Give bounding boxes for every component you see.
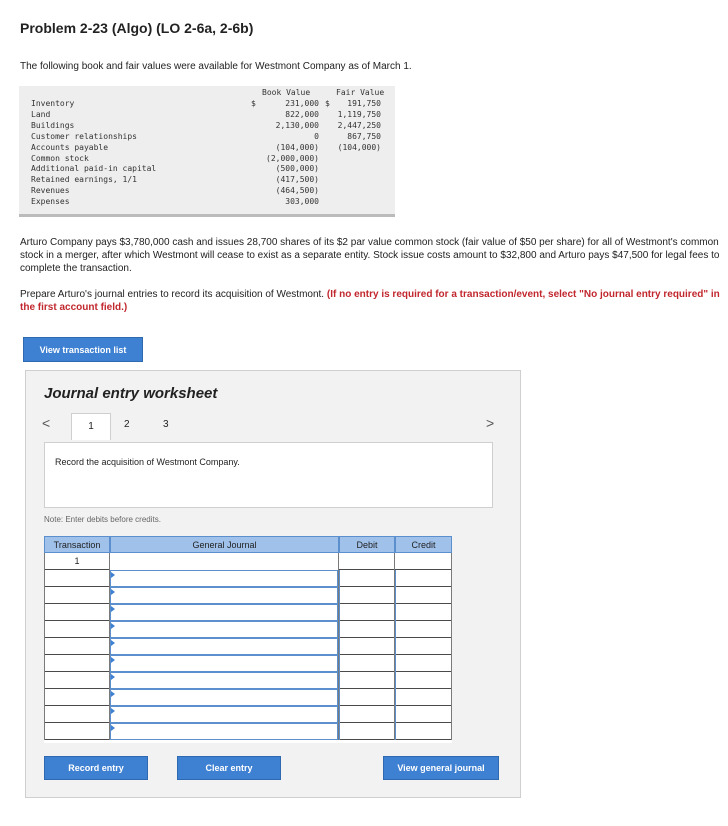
debit-input[interactable]: [339, 706, 395, 723]
transaction-cell: [44, 638, 110, 655]
dropdown-marker-icon: [111, 572, 115, 578]
problem-title: Problem 2-23 (Algo) (LO 2-6a, 2-6b): [20, 20, 254, 36]
values-row-label: Inventory: [31, 99, 75, 108]
account-select-frame: [110, 638, 338, 655]
account-select[interactable]: [110, 723, 339, 740]
debit-input[interactable]: [339, 723, 395, 740]
record-entry-button[interactable]: Record entry: [44, 756, 148, 780]
transaction-cell: 1: [44, 553, 110, 570]
account-select[interactable]: [110, 570, 339, 587]
credit-input-frame: [395, 689, 451, 706]
credit-input-frame: [395, 723, 451, 740]
page-tab-3[interactable]: 3: [163, 419, 169, 430]
account-select[interactable]: [110, 672, 339, 689]
credit-input-frame: [395, 621, 451, 638]
dropdown-marker-icon: [111, 691, 115, 697]
journal-row: [44, 672, 452, 689]
view-transaction-list-button[interactable]: View transaction list: [23, 337, 143, 362]
account-select-frame: [110, 655, 338, 672]
column-transaction: Transaction: [44, 536, 110, 553]
account-select[interactable]: [110, 706, 339, 723]
values-row-label: Land: [31, 109, 51, 119]
debit-input-frame: [339, 604, 394, 621]
values-row-book: 2,130,000: [275, 120, 319, 130]
debit-input-frame: [339, 621, 394, 638]
instruction-main: Prepare Arturo's journal entries to record its acquisition of Westmont.: [20, 289, 325, 300]
blank-cell: [339, 553, 395, 570]
values-row-book: (500,000): [275, 164, 319, 174]
journal-row: [44, 638, 452, 655]
debit-input-frame: [339, 723, 394, 740]
dropdown-marker-icon: [111, 640, 115, 646]
blank-cell: [395, 553, 452, 570]
debit-input-frame: [339, 689, 394, 706]
page-tab-2[interactable]: 2: [124, 419, 130, 430]
debit-input[interactable]: [339, 621, 395, 638]
transaction-cell: [44, 604, 110, 621]
dropdown-marker-icon: [111, 623, 115, 629]
journal-row: [44, 570, 452, 587]
debit-credit-note: Note: Enter debits before credits.: [44, 515, 161, 524]
values-row-label: Revenues: [31, 186, 70, 196]
header-fair-value: Fair Value: [336, 88, 385, 97]
credit-input[interactable]: [395, 604, 452, 621]
instruction-note: (If no entry is required for a transaction/event, select "No journal entry required" in the first account field.): [20, 289, 720, 313]
journal-row: [44, 621, 452, 638]
values-row-label: Additional paid-in capital: [31, 164, 157, 174]
entry-description: Record the acquisition of Westmont Company.: [55, 457, 240, 467]
debit-input-frame: [339, 655, 394, 672]
values-row-fair: 191,750: [347, 99, 381, 108]
account-select[interactable]: [110, 621, 339, 638]
values-row-fair: 867,750: [347, 131, 381, 141]
values-row-label: Expenses: [31, 197, 70, 207]
values-row-label: Common stock: [31, 153, 89, 163]
values-row-book: (417,500): [275, 175, 319, 185]
credit-input[interactable]: [395, 672, 452, 689]
values-row-label: Accounts payable: [31, 142, 109, 152]
values-table: [19, 86, 395, 217]
debit-input[interactable]: [339, 604, 395, 621]
journal-row: [44, 689, 452, 706]
values-row-fair: (104,000): [337, 142, 381, 152]
values-row-label: Customer relationships: [31, 131, 137, 141]
debit-input-frame: [339, 570, 394, 587]
transaction-cell: [44, 689, 110, 706]
transaction-cell: [44, 672, 110, 689]
entry-description-box: [44, 442, 493, 508]
transaction-cell: [44, 655, 110, 672]
credit-input[interactable]: [395, 587, 452, 604]
transaction-cell: [44, 621, 110, 638]
account-select[interactable]: [110, 689, 339, 706]
credit-input-frame: [395, 570, 451, 587]
column-general-journal: General Journal: [110, 536, 339, 553]
debit-input[interactable]: [339, 689, 395, 706]
values-row-book: (2,000,000): [266, 153, 319, 163]
account-select[interactable]: [110, 587, 339, 604]
journal-entry-worksheet: [25, 370, 521, 798]
credit-input[interactable]: [395, 655, 452, 672]
values-row-book: 0: [314, 131, 319, 141]
values-row-fair: 1,119,750: [337, 109, 381, 119]
account-select-frame: [110, 689, 338, 706]
transaction-cell: [44, 706, 110, 723]
account-select[interactable]: [110, 638, 339, 655]
dropdown-marker-icon: [111, 606, 115, 612]
journal-row: [44, 706, 452, 723]
credit-input[interactable]: [395, 638, 452, 655]
next-arrow-icon[interactable]: >: [486, 415, 495, 431]
credit-input-frame: [395, 638, 451, 655]
column-debit: Debit: [339, 536, 395, 553]
transaction-cell: [44, 723, 110, 740]
credit-input-frame: [395, 587, 451, 604]
debit-input[interactable]: [339, 638, 395, 655]
dropdown-marker-icon: [111, 725, 115, 731]
page-tab-1[interactable]: 1: [71, 413, 111, 440]
debit-input-frame: [339, 706, 394, 723]
dollar-sign-fair: $: [325, 99, 330, 108]
account-select-frame: [110, 587, 338, 604]
journal-row: [44, 553, 452, 570]
values-row-label: Retained earnings, 1/1: [31, 175, 137, 185]
account-select[interactable]: [110, 655, 339, 672]
header-book-value: Book Value: [262, 88, 311, 97]
debit-input[interactable]: [339, 587, 395, 604]
values-row-book: 303,000: [285, 197, 319, 207]
blank-cell: [110, 553, 339, 570]
debit-input[interactable]: [339, 655, 395, 672]
values-row-book: 822,000: [285, 109, 319, 119]
debit-input[interactable]: [339, 570, 395, 587]
journal-row: [44, 723, 452, 740]
prev-arrow-icon[interactable]: <: [42, 415, 51, 431]
journal-row: [44, 587, 452, 604]
journal-row: [44, 655, 452, 672]
journal-grid: [44, 536, 452, 743]
scenario-text: Arturo Company pays $3,780,000 cash and issues 28,700 shares of its $2 par value common stock (fair value of $50 per share) for all of Westmont's common stock in a merger, after which Westmont will cease to exist as a separate entity. Stock issue costs amount to $32,800 and Arturo pays $47,500 for legal fees to complete the transaction.: [20, 237, 720, 274]
account-select-frame: [110, 604, 338, 621]
account-select-frame: [110, 723, 338, 740]
transaction-cell: [44, 570, 110, 587]
values-row-label: Buildings: [31, 120, 75, 130]
values-row-book: (464,500): [275, 186, 319, 196]
intro-text: The following book and fair values were available for Westmont Company as of March 1.: [20, 61, 412, 72]
credit-input[interactable]: [395, 706, 452, 723]
account-select-frame: [110, 706, 338, 723]
debit-input-frame: [339, 672, 394, 689]
dropdown-marker-icon: [111, 657, 115, 663]
account-select[interactable]: [110, 604, 339, 621]
credit-input[interactable]: [395, 689, 452, 706]
credit-input-frame: [395, 706, 451, 723]
instruction-text: [20, 288, 720, 314]
dropdown-marker-icon: [111, 674, 115, 680]
transaction-cell: [44, 587, 110, 604]
credit-input-frame: [395, 604, 451, 621]
debit-input-frame: [339, 587, 394, 604]
account-select-frame: [110, 621, 338, 638]
credit-input[interactable]: [395, 570, 452, 587]
journal-row: [44, 604, 452, 621]
credit-input[interactable]: [395, 723, 452, 740]
dropdown-marker-icon: [111, 589, 115, 595]
credit-input-frame: [395, 655, 451, 672]
dollar-sign-book: $: [251, 99, 256, 108]
view-general-journal-button[interactable]: View general journal: [383, 756, 499, 780]
debit-input[interactable]: [339, 672, 395, 689]
debit-input-frame: [339, 638, 394, 655]
credit-input[interactable]: [395, 621, 452, 638]
dropdown-marker-icon: [111, 708, 115, 714]
credit-input-frame: [395, 672, 451, 689]
worksheet-title: Journal entry worksheet: [44, 385, 218, 402]
values-row-fair: 2,447,250: [337, 120, 381, 130]
clear-entry-button[interactable]: Clear entry: [177, 756, 281, 780]
values-row-book: (104,000): [275, 142, 319, 152]
account-select-frame: [110, 570, 338, 587]
account-select-frame: [110, 672, 338, 689]
column-credit: Credit: [395, 536, 452, 553]
values-row-book: 231,000: [285, 99, 319, 108]
